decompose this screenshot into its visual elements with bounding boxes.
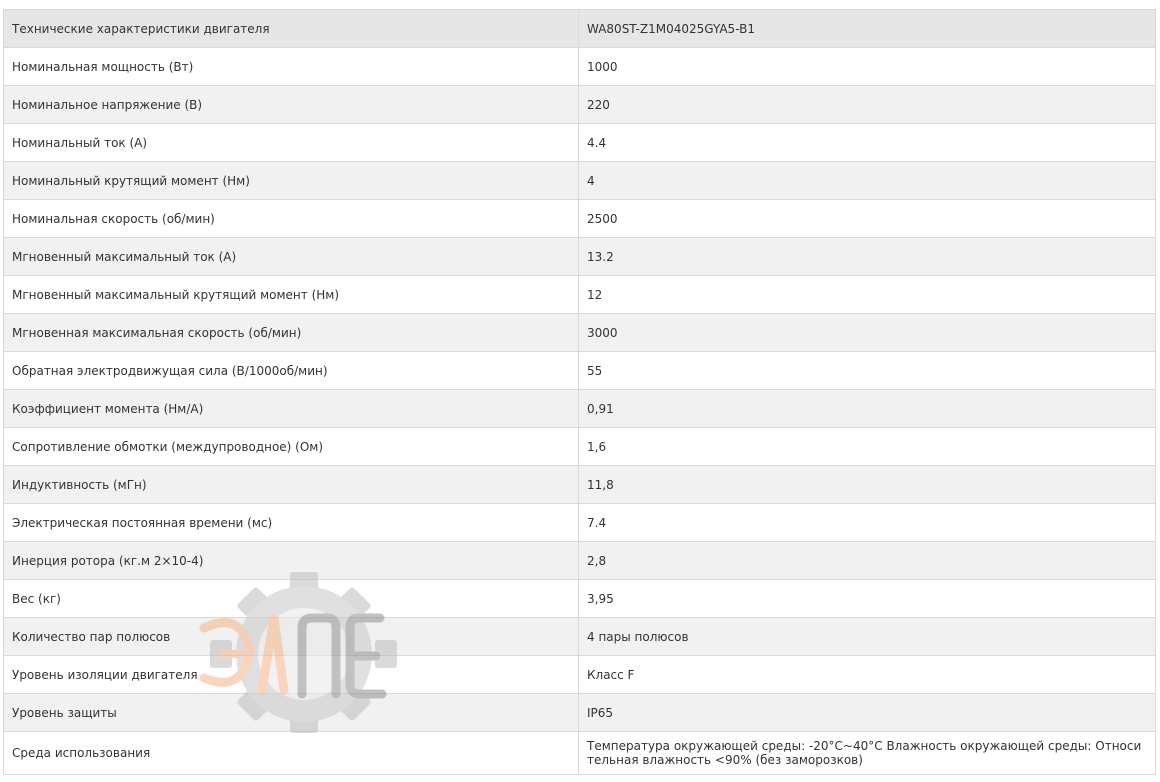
table-row (4, 428, 1156, 466)
table-row (4, 162, 1156, 200)
specs-table (3, 9, 1156, 775)
row-value: 2,8 (579, 542, 1156, 580)
table-row (4, 542, 1156, 580)
row-label: Мгновенный максимальный ток (А) (4, 238, 579, 276)
table-header-row (4, 10, 1156, 48)
table-row (4, 48, 1156, 86)
row-value: 3000 (579, 314, 1156, 352)
row-label: Номинальная скорость (об/мин) (4, 200, 579, 238)
table-row (4, 390, 1156, 428)
table-row (4, 238, 1156, 276)
row-value: 220 (579, 86, 1156, 124)
row-value: 3,95 (579, 580, 1156, 618)
table-row (4, 618, 1156, 656)
row-value: 4 (579, 162, 1156, 200)
row-label: Мгновенный максимальный крутящий момент (Нм) (4, 276, 579, 314)
row-value: 4 пары полюсов (579, 618, 1156, 656)
row-value: 1000 (579, 48, 1156, 86)
table-row (4, 352, 1156, 390)
table-row (4, 466, 1156, 504)
table-row (4, 580, 1156, 618)
table-row (4, 694, 1156, 732)
specs-table-container (3, 9, 1155, 775)
row-value: Класс F (579, 656, 1156, 694)
row-value: 0,91 (579, 390, 1156, 428)
table-row (4, 504, 1156, 542)
row-value: 7.4 (579, 504, 1156, 542)
table-row (4, 732, 1156, 775)
row-label: Уровень изоляции двигателя (4, 656, 579, 694)
table-row (4, 314, 1156, 352)
row-label: Вес (кг) (4, 580, 579, 618)
row-label: Инерция ротора (кг.м 2×10-4) (4, 542, 579, 580)
specs-table-body (4, 10, 1156, 775)
row-value: 12 (579, 276, 1156, 314)
table-row (4, 124, 1156, 162)
row-value-multiline: Температура окружающей среды: -20°C~40°C Влажность окружающей среды: Относительная влажность <90% (без заморозков) (579, 732, 1156, 775)
row-label: Количество пар полюсов (4, 618, 579, 656)
row-value: 55 (579, 352, 1156, 390)
row-label: Индуктивность (мГн) (4, 466, 579, 504)
header-label-cell: Технические характеристики двигателя (4, 10, 579, 48)
row-value: IP65 (579, 694, 1156, 732)
table-row (4, 200, 1156, 238)
row-label: Уровень защиты (4, 694, 579, 732)
row-label: Мгновенная максимальная скорость (об/мин) (4, 314, 579, 352)
row-label: Номинальный крутящий момент (Нм) (4, 162, 579, 200)
row-label: Электрическая постоянная времени (мс) (4, 504, 579, 542)
row-label: Номинальная мощность (Вт) (4, 48, 579, 86)
row-label: Сопротивление обмотки (междупроводное) (Ом) (4, 428, 579, 466)
row-value: 2500 (579, 200, 1156, 238)
row-value: 13.2 (579, 238, 1156, 276)
header-model-cell: WA80ST-Z1M04025GYA5-B1 (579, 10, 1156, 48)
row-label: Коэффициент момента (Нм/А) (4, 390, 579, 428)
row-label: Обратная электродвижущая сила (В/1000об/мин) (4, 352, 579, 390)
table-row (4, 276, 1156, 314)
table-row (4, 656, 1156, 694)
table-row (4, 86, 1156, 124)
row-value: 4.4 (579, 124, 1156, 162)
row-value: 1,6 (579, 428, 1156, 466)
row-label: Номинальное напряжение (В) (4, 86, 579, 124)
row-value: 11,8 (579, 466, 1156, 504)
row-label: Среда использования (4, 732, 579, 775)
row-label: Номинальный ток (А) (4, 124, 579, 162)
